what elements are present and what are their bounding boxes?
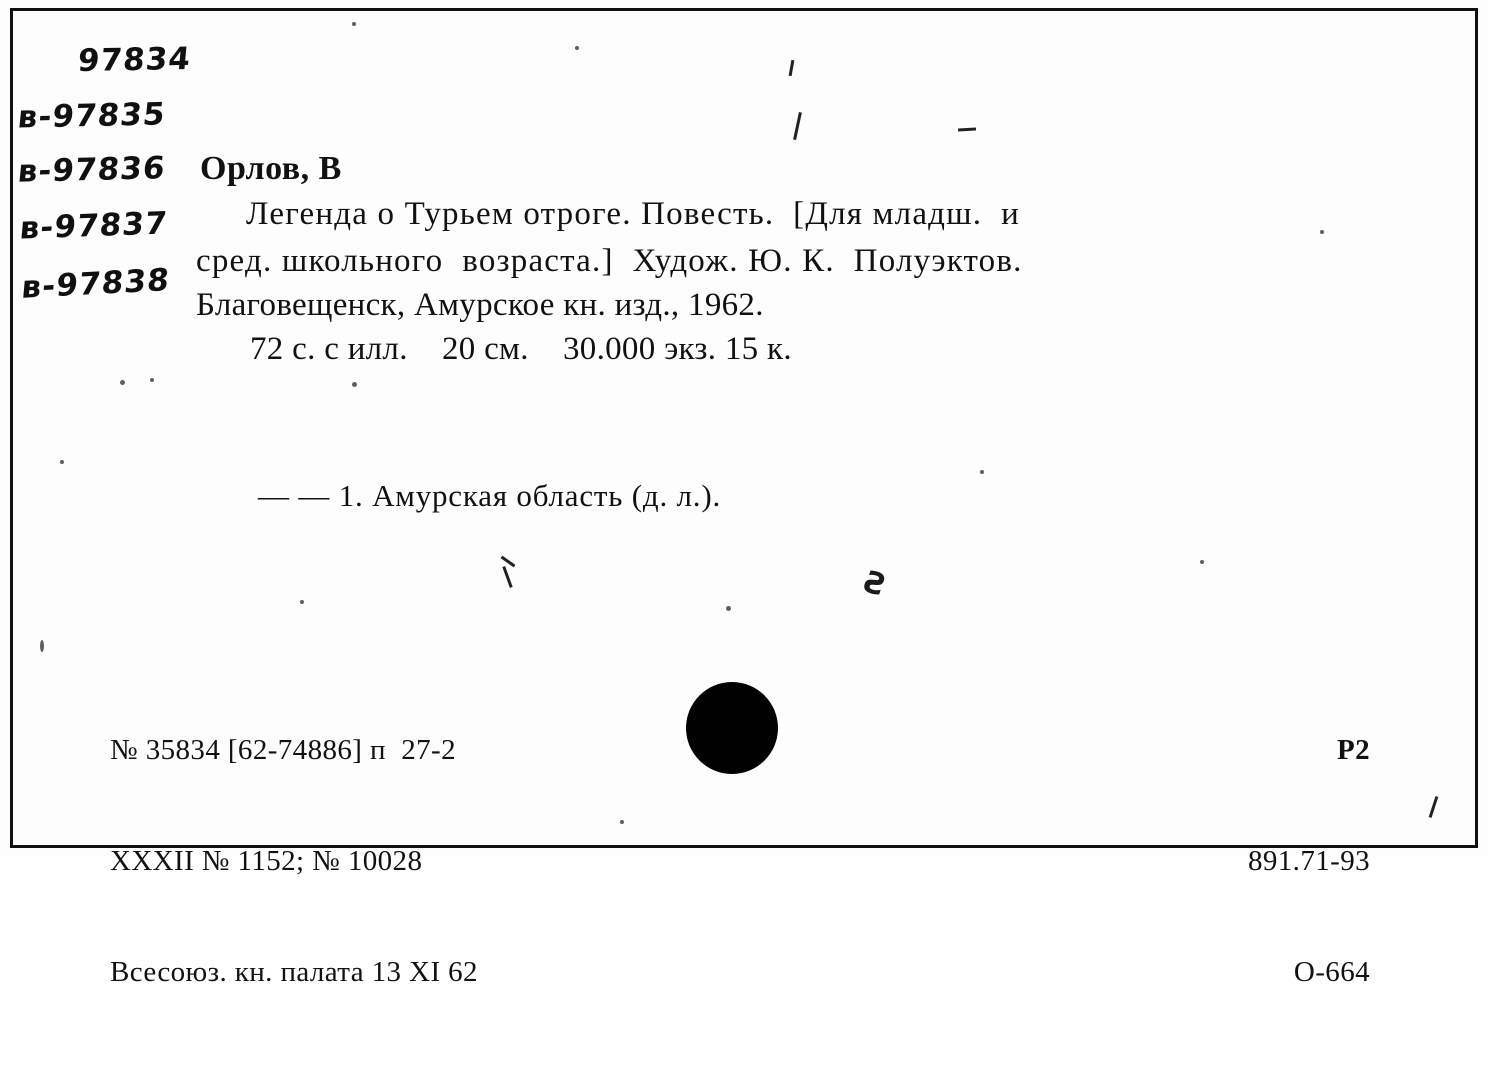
speckle — [60, 460, 64, 464]
speckle — [120, 380, 125, 385]
classification-code: Р2 — [1336, 734, 1370, 766]
author-heading: Орлов, В — [200, 150, 342, 187]
accession-number-1: 97834 — [76, 41, 193, 79]
accession-number-3: в-97836 — [16, 150, 168, 190]
pencil-scribble-mark: Ƨ — [859, 564, 891, 605]
scan-artifact — [958, 128, 976, 132]
footer-left — [110, 658, 478, 1065]
imprint-line: Благовещенск, Амурское кн. изд., 1962. — [196, 287, 764, 323]
udc-number: 891.71-93 — [1247, 845, 1370, 877]
footer-left-line-2: XXXII № 1152; № 10028 — [110, 845, 423, 877]
speckle — [150, 378, 154, 382]
author-mark: О-664 — [1293, 956, 1370, 988]
speckle — [620, 820, 624, 824]
footer-left-line-3: Всесоюз. кн. палата 13 XI 62 — [110, 956, 478, 988]
subject-heading: — — 1. Амурская область (д. л.). — [258, 478, 722, 513]
scan-artifact — [502, 566, 512, 588]
speckle — [300, 600, 304, 604]
speckle — [980, 470, 984, 474]
speckle — [1200, 560, 1204, 564]
ink-blot-icon — [686, 682, 778, 774]
accession-number-4: в-97837 — [18, 205, 170, 247]
speckle — [352, 382, 357, 387]
scan-artifact — [793, 112, 802, 140]
speckle — [352, 22, 356, 26]
footer-left-line-1: № 35834 [62-74886] п 27-2 — [110, 734, 456, 766]
scan-artifact — [789, 60, 795, 76]
accession-number-5: в-97838 — [19, 262, 172, 306]
scan-artifact — [1429, 796, 1439, 818]
title-line-1: Легенда о Турьем отроге. Повесть. [Для младш. и — [246, 196, 1020, 232]
accession-number-2: в-97835 — [15, 96, 168, 136]
title-line-2: сред. школьного возраста.] Худож. Ю. К. Полуэктов. — [196, 243, 1023, 279]
scan-artifact — [501, 556, 516, 568]
speckle — [726, 606, 731, 611]
speckle — [40, 640, 44, 652]
collation-line: 72 с. с илл. 20 см. 30.000 экз. 15 к. — [250, 331, 792, 367]
footer-right — [1248, 658, 1370, 1065]
speckle — [575, 46, 579, 50]
speckle — [1320, 230, 1324, 234]
